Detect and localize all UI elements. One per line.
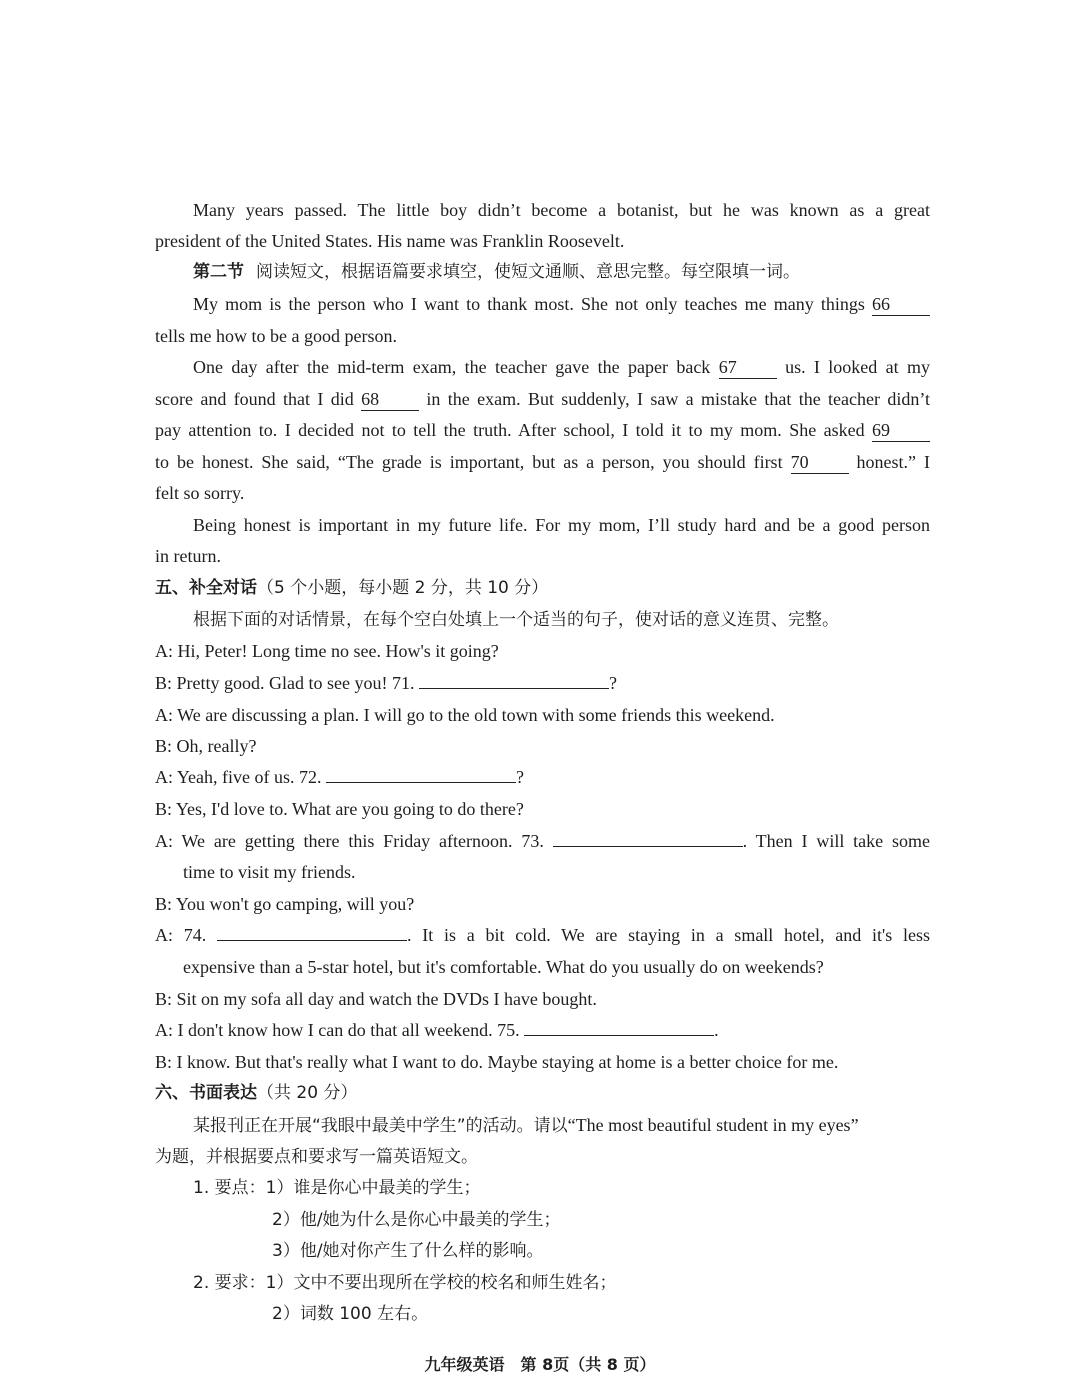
dialogue-text: . It is a bit cold. We are staying in a small hotel, and it's less xyxy=(407,925,931,945)
dialogue-text: . Then I will take some xyxy=(742,831,930,851)
part6-prompt-line: 为题，并根据要点和要求写一篇英语短文。 xyxy=(155,1147,478,1167)
cloze-line: Being honest is important in my future life. For my mom, I’ll study hard and be a good person xyxy=(193,515,930,535)
point-item: 2）他/她为什么是你心中最美的学生； xyxy=(272,1210,561,1230)
section2-instruction: 阅读短文，根据语篇要求填空，使短文通顺、意思完整。每空限填一词。 xyxy=(256,262,800,282)
paragraph-line: Many years passed. The little boy didn’t become a botanist, but he was known as a great xyxy=(193,200,930,220)
page-footer: 九年级英语 第 8页（共 8 页） xyxy=(424,1355,656,1374)
section2-heading-line xyxy=(193,261,930,283)
point-item: 1）谁是你心中最美的学生； xyxy=(265,1178,481,1198)
points-line xyxy=(193,1177,930,1199)
cloze-text: My mom is the person who I want to thank most. She not only teaches me many things xyxy=(193,294,865,314)
dialogue-text: ? xyxy=(608,673,617,693)
dialogue-line: B: Sit on my sofa all day and watch the DVDs I have bought. xyxy=(155,989,597,1009)
cloze-text: score and found that I did xyxy=(155,389,354,409)
cloze-line xyxy=(155,419,930,442)
dialogue-text: A: I don't know how I can do that all weekend. 75. xyxy=(155,1020,520,1040)
cloze-text: One day after the mid-term exam, the teacher gave the paper back xyxy=(193,357,711,377)
dialogue-blank-72[interactable] xyxy=(326,782,516,783)
prompt-title: “The most beautiful student in my eyes” xyxy=(567,1115,859,1135)
cloze-text: pay attention to. I decided not to tell the truth. After school, I told it to my mom. She asked xyxy=(155,420,865,440)
dialogue-line: B: Oh, really? xyxy=(155,736,257,756)
dialogue-line: A: We are discussing a plan. I will go to the old town with some friends this weekend. xyxy=(155,705,775,725)
requirement-item: 1）文中不要出现所在学校的校名和师生姓名； xyxy=(265,1273,617,1293)
dialogue-text: A: Yeah, five of us. 72. xyxy=(155,767,322,787)
dialogue-line xyxy=(155,672,930,694)
dialogue-blank-73[interactable] xyxy=(553,846,743,847)
part6-prompt-line xyxy=(193,1114,930,1137)
cloze-text: to be honest. She said, “The grade is important, but as a person, you should first xyxy=(155,452,783,472)
dialogue-blank-75[interactable] xyxy=(524,1035,714,1036)
cloze-blank-70[interactable]: 70 xyxy=(791,451,849,474)
cloze-line xyxy=(155,388,930,411)
cloze-text: honest.” I xyxy=(856,452,931,472)
dialogue-line: B: Yes, I'd love to. What are you going to do there? xyxy=(155,799,524,819)
dialogue-line: B: I know. But that's really what I want to do. Maybe staying at home is a better choice for me. xyxy=(155,1052,839,1072)
dialogue-line xyxy=(155,830,930,852)
cloze-blank-66[interactable]: 66 xyxy=(872,293,930,316)
dialogue-text: A: We are getting there this Friday afternoon. 73. xyxy=(155,831,544,851)
dialogue-text: B: Pretty good. Glad to see you! 71. xyxy=(155,673,415,693)
cloze-line: tells me how to be a good person. xyxy=(155,326,397,346)
point-item: 3）他/她对你产生了什么样的影响。 xyxy=(272,1241,544,1261)
section2-heading: 第二节 xyxy=(193,262,244,282)
cloze-line xyxy=(193,293,930,316)
part5-score: （5 个小题，每小题 2 分，共 10 分） xyxy=(257,578,549,598)
cloze-text: us. I looked at my xyxy=(785,357,931,377)
dialogue-line xyxy=(155,924,930,946)
cloze-blank-68[interactable]: 68 xyxy=(361,388,419,411)
dialogue-line xyxy=(155,1019,930,1041)
dialogue-text: . xyxy=(714,1020,719,1040)
dialogue-text: A: 74. xyxy=(155,925,207,945)
part6-heading-line xyxy=(155,1082,930,1104)
dialogue-line xyxy=(155,766,930,788)
cloze-blank-69[interactable]: 69 xyxy=(872,419,930,442)
part5-heading: 五、补全对话 xyxy=(155,578,257,598)
requirements-label: 2. 要求： xyxy=(193,1273,266,1293)
points-label: 1. 要点： xyxy=(193,1178,266,1198)
dialogue-blank-71[interactable] xyxy=(419,688,609,689)
dialogue-text: ? xyxy=(516,767,524,787)
dialogue-line: time to visit my friends. xyxy=(183,862,356,882)
dialogue-blank-74[interactable] xyxy=(217,940,407,941)
cloze-line: felt so sorry. xyxy=(155,483,245,503)
dialogue-line: B: You won't go camping, will you? xyxy=(155,894,415,914)
part5-heading-line xyxy=(155,577,930,599)
dialogue-line: A: Hi, Peter! Long time no see. How's it going? xyxy=(155,641,499,661)
prompt-text: 某报刊正在开展“我眼中最美中学生”的活动。请以 xyxy=(193,1116,568,1136)
cloze-line: in return. xyxy=(155,546,221,566)
cloze-line xyxy=(193,356,930,379)
part6-score: （共 20 分） xyxy=(257,1083,358,1103)
paragraph-line: president of the United States. His name was Franklin Roosevelt. xyxy=(155,231,625,251)
dialogue-line: expensive than a 5-star hotel, but it's comfortable. What do you usually do on weekends? xyxy=(183,957,824,977)
cloze-blank-67[interactable]: 67 xyxy=(719,356,777,379)
requirement-item: 2）词数 100 左右。 xyxy=(272,1304,429,1324)
cloze-text: in the exam. But suddenly, I saw a mistake that the teacher didn’t xyxy=(426,389,931,409)
part5-instruction: 根据下面的对话情景，在每个空白处填上一个适当的句子，使对话的意义连贯、完整。 xyxy=(193,610,839,630)
cloze-line xyxy=(155,451,930,474)
part6-heading: 六、书面表达 xyxy=(155,1083,257,1103)
requirements-line xyxy=(193,1272,930,1294)
